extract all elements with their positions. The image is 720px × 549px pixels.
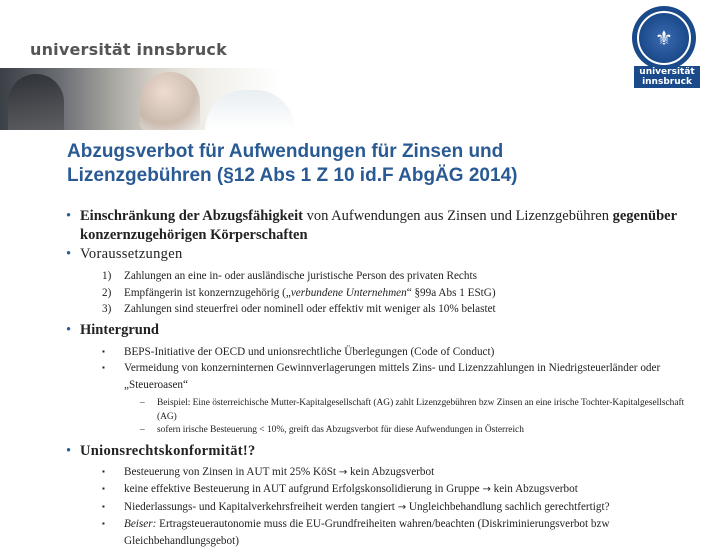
bullet-icon: • <box>66 208 72 224</box>
square-bullet-icon: ▪ <box>102 519 105 528</box>
square-bullet-icon: ▪ <box>102 363 105 372</box>
university-brand: universität innsbruck <box>30 40 227 59</box>
dash-bullet-icon: – <box>140 398 145 408</box>
list-item: ▪ keine effektive Besteuerung in AUT aufgrund Erfolgskonsolidierung in Gruppe → kein Abzugsverbot <box>66 481 706 499</box>
arrow-right-icon: → <box>397 501 407 513</box>
bullet-unionsrechtskonformitaet: • Unionsrechtskonformität!? <box>66 442 256 459</box>
square-bullet-icon: ▪ <box>102 501 105 511</box>
sub-list-item: – Beispiel: Eine österreichische Mutter-Kapitalgesellschaft (AG) zahlt Lizenzgebühren bzw Zinsen an eine irische Tochter-Kapitalgesellschaft (AG) <box>140 398 685 422</box>
bullet-icon: • <box>66 246 72 262</box>
bullet-einschraenkung: • Einschränkung der Abzugsfähigkeit von Aufwendungen aus Zinsen und Lizenzgebühren gegenüber konzernzugehörigen Körperschaften <box>66 208 677 243</box>
dash-bullet-icon: – <box>140 425 145 435</box>
university-logo-text: universität innsbruck <box>634 66 700 88</box>
arrow-right-icon: → <box>482 484 491 495</box>
bullet-hintergrund: • Hintergrund <box>66 321 159 338</box>
sub-list-item: – sofern irische Besteuerung < 10%, greift das Abzugsverbot für diese Aufwendungen in Österreich <box>66 424 706 438</box>
lab-coat-photo <box>205 90 295 130</box>
bullet-icon: • <box>66 442 72 459</box>
list-item: ▪ BEPS-Initiative der OECD und unionsrechtliche Überlegungen (Code of Conduct) <box>66 344 706 361</box>
slide-title: Abzugsverbot für Aufwendungen für Zinsen und Lizenzgebühren (§12 Abs 1 Z 10 id.F AbgÄG 2014) <box>67 141 518 186</box>
list-item: ▪ Niederlassungs- und Kapitalverkehrsfreiheit werden tangiert → Ungleichbehandlung sachlich gerechtfertigt? <box>66 499 706 517</box>
bullet-icon: • <box>66 321 72 338</box>
header-banner-photo <box>0 68 610 130</box>
list-item: 3) Zahlungen sind steuerfrei oder nominell oder effektiv mit weniger als 10% belastet <box>102 303 496 315</box>
square-bullet-icon: ▪ <box>102 466 105 476</box>
list-item: ▪ Besteuerung von Zinsen in AUT mit 25% KöSt → kein Abzugsverbot <box>66 464 706 482</box>
arrow-right-icon: → <box>338 466 348 478</box>
list-item: 2) Empfängerin ist konzernzugehörig („verbundene Unternehmen“ §99a Abs 1 EStG) <box>102 286 496 299</box>
list-item: ▪ Vermeidung von konzerninternen Gewinnverlagerungen mittels Zins- und Lizenzzahlungen in Niedrigsteuerländer oder „Steueroasen“ <box>102 362 661 391</box>
square-bullet-icon: ▪ <box>102 346 105 356</box>
slide-content <box>66 207 706 549</box>
researcher-photo <box>140 72 200 130</box>
square-bullet-icon: ▪ <box>102 484 105 493</box>
bullet-voraussetzungen: • Voraussetzungen <box>66 246 183 262</box>
list-item: 1) Zahlungen an eine in- oder ausländische juristische Person des privaten Rechts <box>102 270 477 282</box>
university-seal-icon: ⚜ <box>632 6 696 70</box>
building-photo <box>8 74 64 130</box>
list-item: ▪ Beiser: Ertragsteuerautonomie muss die EU-Grundfreiheiten wahren/beachten (Diskriminierungsverbot bzw Gleichbehandlungsgebot) <box>102 518 610 547</box>
